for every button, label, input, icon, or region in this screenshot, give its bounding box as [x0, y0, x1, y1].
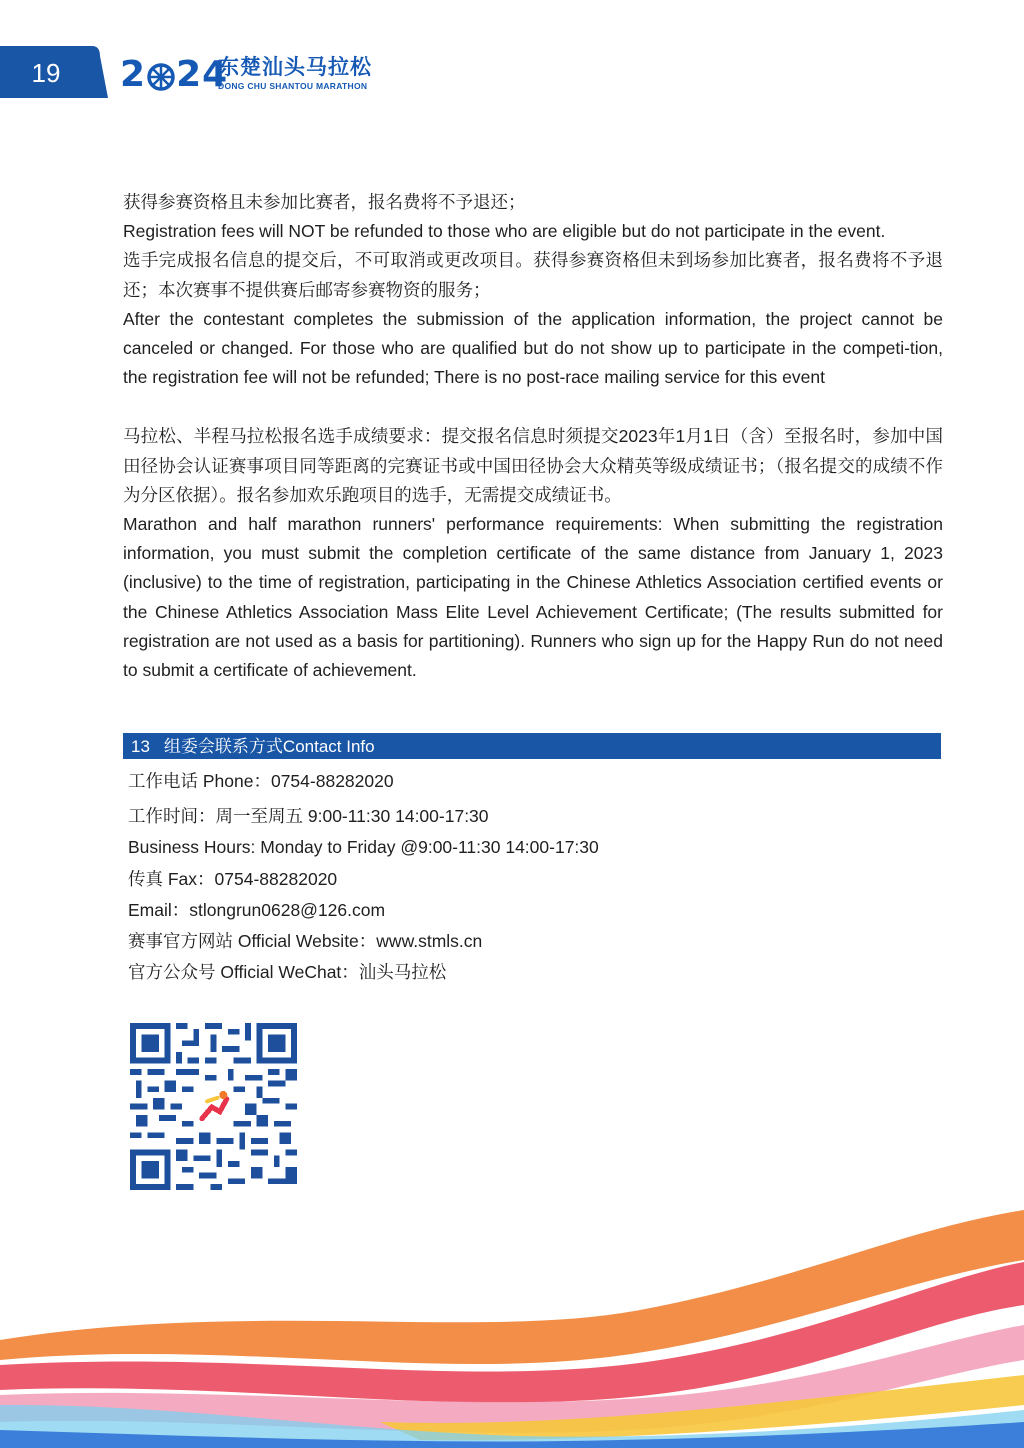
section-number: 13	[131, 737, 150, 756]
wheel-icon	[147, 63, 175, 91]
logo-year: 2 24	[120, 54, 229, 95]
contact-email[interactable]: Email：stlongrun0628@126.com	[128, 899, 386, 920]
wechat-qr-code	[130, 1023, 297, 1190]
event-logo	[120, 56, 380, 96]
logo-title-cn: 东楚汕头马拉松	[218, 56, 372, 79]
performance-requirement-en: Marathon and half marathon runners' performance requirements: When submitting the registration information, you must submit the completion certificate of the same distance from January 1, 2023 (inclusive) to the time of registration, participating in the Chinese Athletics Association certified events or the Chinese Athletics Association Mass Elite Level Achievement Certificate; (The results submitted for registration are not used as a basis for partitioning). Runners who sign up for the Happy Run do not need to submit a certificate of achievement.	[123, 514, 943, 681]
change-rule-en: After the contestant completes the submission of the application information, the project cannot be canceled or changed. For those who are qualified but do not show up to participate in the competi-tion, the registration fee will not be refunded; There is no post-race mailing service for this event	[123, 308, 943, 388]
refund-rule-cn: 获得参赛资格且未参加比赛者，报名费将不予退还；	[123, 192, 526, 212]
contact-hours-en: Business Hours: Monday to Friday @9:00-11:30 14:00-17:30	[128, 837, 599, 858]
contact-hours-cn: 工作时间：周一至周五 9:00-11:30 14:00-17:30	[128, 806, 489, 827]
page-number: 19	[31, 58, 61, 88]
contact-info	[128, 766, 828, 988]
contact-phone: 工作电话 Phone：0754-88282020	[128, 771, 394, 791]
logo-title-en: DONG CHU SHANTOU MARATHON	[218, 81, 368, 91]
contact-wechat: 官方公众号 Official WeChat：汕头马拉松	[128, 962, 447, 983]
contact-section-header	[123, 733, 941, 759]
registration-rules	[123, 188, 943, 685]
contact-website[interactable]: 赛事官方网站 Official Website：www.stmls.cn	[128, 931, 483, 952]
contact-fax: 传真 Fax：0754-88282020	[128, 868, 338, 889]
page-number-tab	[0, 46, 108, 98]
decorative-wave-ribbons	[0, 1190, 1024, 1448]
refund-rule-en: Registration fees will NOT be refunded to those who are eligible but do not participate in the event.	[123, 221, 886, 242]
section-title: 组委会联系方式Contact Info	[163, 737, 375, 756]
change-rule-cn: 选手完成报名信息的提交后，不可取消或更改项目。获得参赛资格但未到场参加比赛者，报名费将不予退还；本次赛事不提供赛后邮寄参赛物资的服务；	[123, 250, 943, 300]
performance-requirement-cn: 马拉松、半程马拉松报名选手成绩要求：提交报名信息时须提交2023年1月1日（含）至报名时，参加中国田径协会认证赛事项目同等距离的完赛证书或中国田径协会大众精英等级成绩证书；（报名提交的成绩不作为分区依据）。报名参加欢乐跑项目的选手，无需提交成绩证书。	[123, 426, 943, 505]
